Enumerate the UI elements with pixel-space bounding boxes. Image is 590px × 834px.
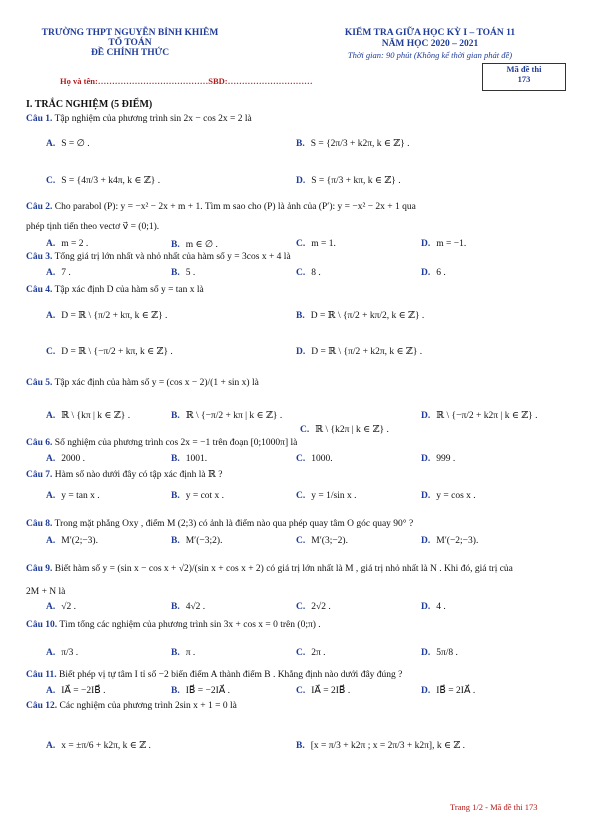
q9-option-a[interactable]: A. √2 .: [46, 602, 76, 612]
q8-option-d[interactable]: D. M′(−2;−3).: [421, 536, 479, 546]
question-text: Biết hàm số y = (sin x − cos x + √2)/(sin x + cos x + 2) có giá trị lớn nhất là M , giá trị nhỏ nhất là N . Khi đó, giá trị của: [54, 564, 513, 574]
q10-option-a[interactable]: A. π/3 .: [46, 648, 79, 658]
section-title: I. TRẮC NGHIỆM (5 ĐIỂM): [26, 99, 153, 110]
option-text: π/3 .: [61, 648, 79, 658]
q1-option-a[interactable]: A. S = ∅ .: [46, 139, 90, 149]
question-number: Câu 9.: [26, 564, 53, 574]
exam-code-box: [482, 63, 566, 91]
q9-option-b[interactable]: B. 4√2 .: [171, 602, 206, 612]
department: TỔ TOÁN: [108, 38, 152, 48]
question-1: [26, 113, 252, 125]
q7-option-c[interactable]: C. y = 1/sin x .: [296, 491, 357, 501]
q7-option-b[interactable]: B. y = cot x .: [171, 491, 225, 501]
option-text: y = cot x .: [185, 491, 225, 501]
q12-option-a[interactable]: A. x = ±π/6 + k2π, k ∈ ℤ .: [46, 741, 151, 751]
option-text: 6 .: [436, 268, 446, 278]
q8-option-c[interactable]: C. M′(3;−2).: [296, 536, 348, 546]
question-4: [26, 284, 204, 296]
option-text: S = {2π/3 + k2π, k ∈ ℤ} .: [310, 139, 410, 149]
q3-option-a[interactable]: A. 7 .: [46, 268, 71, 278]
question-11: [26, 669, 402, 681]
q3-option-b[interactable]: B. 5 .: [171, 268, 196, 278]
question-text: Biết phép vị tự tâm I tỉ số −2 biến điểm A thành điểm B . Khẳng định nào dưới đây đúng ?: [59, 670, 403, 680]
q2-option-a[interactable]: A. m = 2 .: [46, 239, 89, 249]
option-text: S = {π/3 + kπ, k ∈ ℤ} .: [311, 176, 401, 186]
q1-option-c[interactable]: C. S = {4π/3 + k4π, k ∈ ℤ} .: [46, 176, 161, 186]
q3-option-d[interactable]: D. 6 .: [421, 268, 446, 278]
question-text: Tổng giá trị lớn nhất và nhỏ nhất của hàm số y = 3cos x + 4 là: [54, 252, 291, 262]
option-text: 999 .: [436, 454, 456, 464]
option-text: ℝ \ {−π/2 + kπ | k ∈ ℤ} .: [185, 411, 283, 421]
q9-option-c[interactable]: C. 2√2 .: [296, 602, 331, 612]
student-info-line: Họ và tên:…………………………………SBD:…………………………: [60, 76, 313, 86]
question-text: Tập xác định của hàm số y = (cos x − 2)/(1 + sin x) là: [54, 378, 259, 388]
option-text: m = 1.: [311, 239, 336, 249]
option-text: [x = π/3 + k2π ; x = 2π/3 + k2π], k ∈ ℤ .: [310, 741, 466, 751]
option-text: 4√2 .: [185, 602, 206, 612]
q5-option-b[interactable]: B. ℝ \ {−π/2 + kπ | k ∈ ℤ} .: [171, 411, 283, 421]
q6-option-d[interactable]: D. 999 .: [421, 454, 456, 464]
q11-option-b[interactable]: B. IB⃗ = −2IA⃗ .: [171, 686, 231, 696]
option-text: ℝ \ {kπ | k ∈ ℤ} .: [61, 411, 131, 421]
option-text: IA⃗ = 2IB⃗ .: [311, 686, 351, 696]
exam-code: 173: [517, 74, 531, 84]
option-text: y = 1/sin x .: [311, 491, 357, 501]
option-text: M′(3;−2).: [311, 536, 348, 546]
question-6: [26, 437, 297, 449]
question-number: Câu 1.: [26, 114, 53, 124]
q4-option-a[interactable]: A. D = ℝ \ {π/2 + kπ, k ∈ ℤ} .: [46, 311, 168, 321]
option-text: M′(−2;−3).: [436, 536, 479, 546]
option-text: IB⃗ = −2IA⃗ .: [185, 686, 231, 696]
q11-option-c[interactable]: C. IA⃗ = 2IB⃗ .: [296, 686, 351, 696]
option-text: m = 2 .: [61, 239, 89, 249]
option-text: √2 .: [61, 602, 76, 612]
q12-option-b[interactable]: B. [x = π/3 + k2π ; x = 2π/3 + k2π], k ∈ ℤ .: [296, 741, 466, 751]
exam-time: Thời gian: 90 phút (Không kể thời gian phát đề): [347, 50, 513, 60]
option-text: IB⃗ = 2IA⃗ .: [436, 686, 476, 696]
option-text: y = cos x .: [436, 491, 476, 501]
option-text: 2000 .: [61, 454, 85, 464]
option-text: π .: [185, 648, 196, 658]
exam-code-label: Mã đề thi: [506, 64, 542, 74]
q3-option-c[interactable]: C. 8 .: [296, 268, 321, 278]
question-text: Các nghiệm của phương trình 2sin x + 1 = 0 là: [59, 701, 237, 711]
q1-option-b[interactable]: B. S = {2π/3 + k2π, k ∈ ℤ} .: [296, 139, 410, 149]
question-number: Câu 5.: [26, 378, 53, 388]
option-text: D = ℝ \ {π/2 + kπ, k ∈ ℤ} .: [61, 311, 168, 321]
option-text: 5π/8 .: [436, 648, 458, 658]
option-text: 1001.: [185, 454, 208, 464]
q1-option-d[interactable]: D. S = {π/3 + kπ, k ∈ ℤ} .: [296, 176, 401, 186]
option-text: D = ℝ \ {−π/2 + kπ, k ∈ ℤ} .: [61, 347, 173, 357]
question-number: Câu 7.: [26, 470, 53, 480]
option-text: 2π .: [311, 648, 326, 658]
question-text: Cho parabol (P): y = −x² − 2x + m + 1. Tìm m sao cho (P) là ảnh của (P′): y = −x² − 2x + 1 qua: [54, 202, 416, 212]
question-number: Câu 2.: [26, 202, 53, 212]
question-9: [26, 563, 513, 575]
option-text: ℝ \ {−π/2 + k2π | k ∈ ℤ} .: [436, 411, 538, 421]
option-text: 7 .: [61, 268, 71, 278]
question-number: Câu 6.: [26, 438, 53, 448]
question-5: [26, 377, 259, 389]
official-label: ĐỀ CHÍNH THỨC: [90, 48, 170, 58]
option-text: S = {4π/3 + k4π, k ∈ ℤ} .: [61, 176, 161, 186]
question-8: [26, 518, 413, 530]
q11-option-d[interactable]: D. IB⃗ = 2IA⃗ .: [421, 686, 476, 696]
q11-option-a[interactable]: A. IA⃗ = −2IB⃗ .: [46, 686, 106, 696]
option-text: D = ℝ \ {π/2 + k2π, k ∈ ℤ} .: [311, 347, 423, 357]
option-text: 1000.: [311, 454, 333, 464]
q2-option-d[interactable]: D. m = −1.: [421, 239, 467, 249]
question-text: Tập nghiệm của phương trình sin 2x − cos 2x = 2 là: [54, 114, 252, 124]
q4-option-c[interactable]: C. D = ℝ \ {−π/2 + kπ, k ∈ ℤ} .: [46, 347, 173, 357]
option-text: 8 .: [311, 268, 321, 278]
q5-option-d[interactable]: D. ℝ \ {−π/2 + k2π | k ∈ ℤ} .: [421, 411, 538, 421]
option-text: S = ∅ .: [61, 139, 90, 149]
exam-title: KIỂM TRA GIỮA HỌC KỲ I – TOÁN 11: [344, 28, 516, 38]
q10-option-b[interactable]: B. π .: [171, 648, 196, 658]
option-text: 5 .: [185, 268, 196, 278]
q5-option-a[interactable]: A. ℝ \ {kπ | k ∈ ℤ} .: [46, 411, 131, 421]
page-footer: Trang 1/2 - Mã đề thi 173: [450, 802, 538, 812]
q2-option-b[interactable]: B. m ∈ ∅ .: [171, 240, 218, 250]
option-text: D = ℝ \ {π/2 + kπ/2, k ∈ ℤ} .: [310, 311, 425, 321]
option-text: m = −1.: [436, 239, 467, 249]
q7-option-d[interactable]: D. y = cos x .: [421, 491, 476, 501]
question-2: [26, 201, 416, 213]
question-9-cont: 2M + N là: [26, 587, 66, 597]
q8-option-b[interactable]: B. M′(−3;2).: [171, 536, 223, 546]
q4-option-b[interactable]: B. D = ℝ \ {π/2 + kπ/2, k ∈ ℤ} .: [296, 311, 425, 321]
option-text: m ∈ ∅ .: [185, 240, 218, 250]
question-number: Câu 3.: [26, 252, 53, 262]
option-text: 4 .: [436, 602, 446, 612]
q2-option-c[interactable]: C. m = 1.: [296, 239, 336, 249]
question-2-cont: phép tịnh tiến theo vectơ v⃗ = (0;1).: [26, 222, 160, 232]
option-text: IA⃗ = −2IB⃗ .: [61, 686, 106, 696]
q9-option-d[interactable]: D. 4 .: [421, 602, 446, 612]
question-text: Trong mặt phẳng Oxy , điểm M (2;3) có ảnh là điểm nào qua phép quay tâm O góc quay 90° ?: [54, 519, 414, 529]
q5-option-c[interactable]: C. ℝ \ {k2π | k ∈ ℤ} .: [300, 425, 389, 435]
question-number: Câu 11.: [26, 670, 57, 680]
question-number: Câu 10.: [26, 620, 58, 630]
q7-option-a[interactable]: A. y = tan x .: [46, 491, 100, 501]
q6-option-a[interactable]: A. 2000 .: [46, 454, 85, 464]
question-text: Hàm số nào dưới đây có tập xác định là ℝ ?: [54, 470, 223, 480]
option-text: M′(−3;2).: [185, 536, 223, 546]
school-name: TRƯỜNG THPT NGUYỄN BỈNH KHIÊM: [41, 28, 219, 38]
q4-option-d[interactable]: D. D = ℝ \ {π/2 + k2π, k ∈ ℤ} .: [296, 347, 423, 357]
school-year: NĂM HỌC 2020 – 2021: [381, 39, 479, 49]
option-text: ℝ \ {k2π | k ∈ ℤ} .: [315, 425, 389, 435]
q8-option-a[interactable]: A. M′(2;−3).: [46, 536, 98, 546]
question-7: [26, 469, 222, 481]
q10-option-c[interactable]: C. 2π .: [296, 648, 326, 658]
q6-option-b[interactable]: B. 1001.: [171, 454, 208, 464]
question-number: Câu 4.: [26, 285, 53, 295]
question-text: Số nghiệm của phương trình cos 2x = −1 trên đoạn [0;1000π] là: [54, 438, 298, 448]
question-text: Tìm tổng các nghiệm của phương trình sin 3x + cos x = 0 trên (0;π) .: [59, 620, 321, 630]
option-text: M′(2;−3).: [61, 536, 98, 546]
question-text: Tập xác định D của hàm số y = tan x là: [54, 285, 204, 295]
question-3: [26, 251, 291, 263]
option-text: 2√2 .: [311, 602, 331, 612]
question-10: [26, 619, 321, 631]
question-number: Câu 12.: [26, 701, 58, 711]
question-number: Câu 8.: [26, 519, 53, 529]
q6-option-c[interactable]: C. 1000.: [296, 454, 333, 464]
q10-option-d[interactable]: D. 5π/8 .: [421, 648, 458, 658]
option-text: y = tan x .: [61, 491, 100, 501]
option-text: x = ±π/6 + k2π, k ∈ ℤ .: [61, 741, 151, 751]
question-12: [26, 700, 237, 712]
